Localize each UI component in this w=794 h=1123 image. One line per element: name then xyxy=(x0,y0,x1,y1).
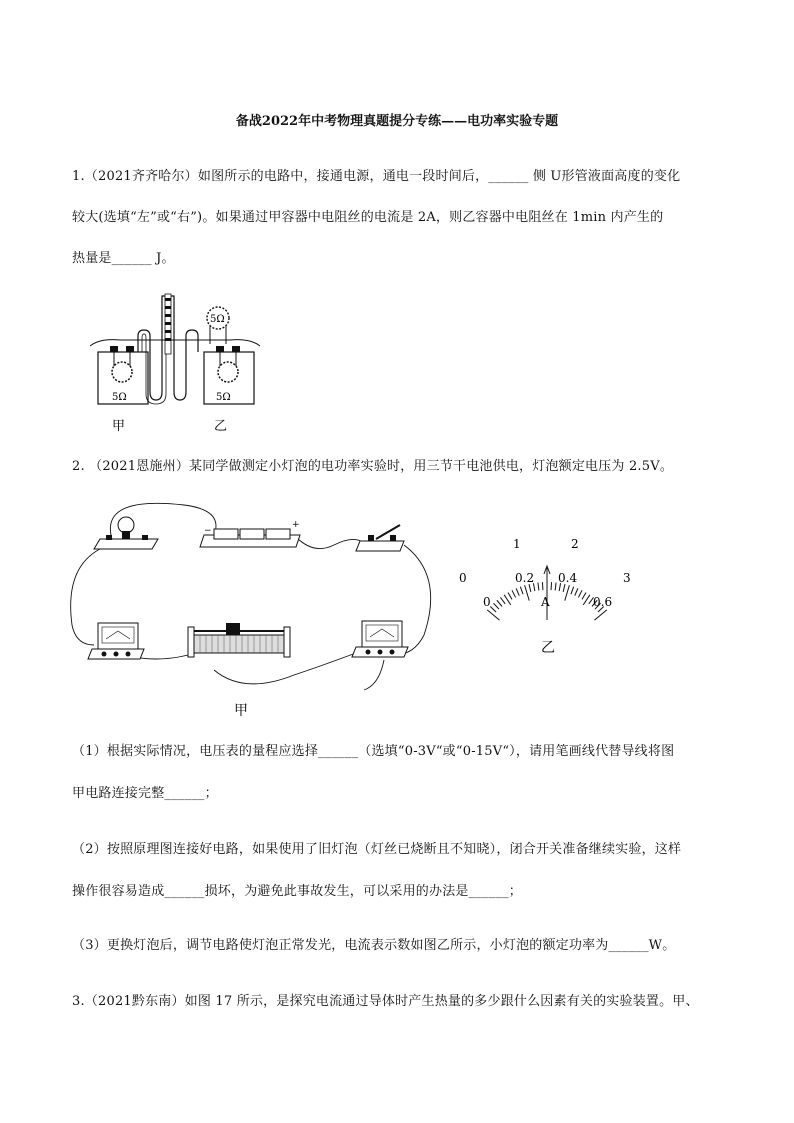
dial-tick xyxy=(563,584,565,592)
fig2-label-b: 乙 xyxy=(541,640,555,656)
r-left-label: 5Ω xyxy=(112,392,127,403)
q2-sub1-line2: 甲电路连接完整______； xyxy=(72,786,218,801)
q2-line1: 2. （2021恩施州）某同学做测定小灯泡的电功率实验时，用三节干电池供电，灯泡额定电压为 2.5V。 xyxy=(72,459,674,474)
dial-tick xyxy=(493,603,498,609)
q1-line3: 热量是______ J。 xyxy=(72,251,175,266)
q2-sub1-line1: （1）根据实际情况，电压表的量程应选择______（选填“0-3V“或“0-15V“），请用笔画线代替导线将图 xyxy=(72,744,675,759)
outer-tick-3: 3 xyxy=(623,571,631,585)
q1-figure xyxy=(80,288,270,438)
fig1-label-right: 乙 xyxy=(214,419,228,434)
dial-tick xyxy=(571,587,574,595)
switch-base xyxy=(356,541,404,551)
switch-lever xyxy=(376,525,400,539)
dial-tick xyxy=(497,600,502,606)
dial-tick xyxy=(508,592,512,599)
q1-line1: 1.（2021齐齐哈尔）如图所示的电路中，接通电源，通电一段时间后，______ 侧 U形管液面高度的变化 xyxy=(72,169,681,184)
inner-tick-1: 0.2 xyxy=(515,571,535,585)
dial-tick xyxy=(490,606,496,611)
dial-unit: A xyxy=(541,595,550,609)
q2-meter-dial xyxy=(455,530,645,660)
dial-tick xyxy=(529,584,531,592)
fig2-label-a: 甲 xyxy=(234,703,248,719)
inner-tick-3: 0.6 xyxy=(593,595,613,609)
dial-tick xyxy=(538,583,539,591)
dial-tick xyxy=(516,588,519,595)
r-top-label: 5Ω xyxy=(210,314,225,325)
dial-tick xyxy=(594,610,606,620)
dial-tick xyxy=(525,585,530,600)
inner-tick-2: 0.4 xyxy=(558,571,578,585)
outer-tick-0: 0 xyxy=(459,571,467,585)
q2-sub3-line1: （3）更换灯泡后，调节电路使灯泡正常发光，电流表示数如图乙所示，小灯泡的额定功率为______W。 xyxy=(72,938,676,953)
dial-tick xyxy=(487,610,499,620)
bulb-board xyxy=(94,539,158,549)
page-title: 备战2022年中考物理真题提分专练——电功率实验专题 xyxy=(235,114,559,129)
dial-tick xyxy=(578,590,582,597)
inner-tick-0: 0 xyxy=(483,595,491,609)
battery-plus: + xyxy=(292,520,300,530)
dial-tick xyxy=(520,587,523,595)
dial-tick xyxy=(582,592,586,599)
dial-tick xyxy=(500,597,505,603)
battery-minus: − xyxy=(204,526,212,536)
dial-tick xyxy=(575,588,578,595)
q2-sub2-line1: （2）按照原理图连接好电路，如果使用了旧灯泡（灯丝已烧断且不知晓），闭合开关准备继续实验，这样 xyxy=(72,842,682,857)
rheostat xyxy=(194,635,284,653)
q2-circuit-figure xyxy=(64,495,444,720)
r-right-label: 5Ω xyxy=(216,392,231,403)
outer-tick-2: 2 xyxy=(571,537,579,551)
bulb-icon xyxy=(118,517,134,533)
dial-tick xyxy=(512,590,516,597)
q2-sub2-line2: 操作很容易造成______损坏，为避免此事故发生，可以采用的办法是______； xyxy=(72,884,523,899)
dial-tick xyxy=(555,583,556,591)
outer-tick-1: 1 xyxy=(513,537,521,551)
dial-tick xyxy=(565,585,570,600)
q1-line2: 较大(选填“左”或“右”)。如果通过甲容器中电阻丝的电流是 2A，则乙容器中电阻丝在 1min 内产生的 xyxy=(72,210,664,225)
q3-line1: 3.（2021黔东南）如图 17 所示，是探究电流通过导体时产生热量的多少跟什么因素有关的实验装置。甲、 xyxy=(72,994,699,1009)
fig1-label-left: 甲 xyxy=(112,419,126,434)
